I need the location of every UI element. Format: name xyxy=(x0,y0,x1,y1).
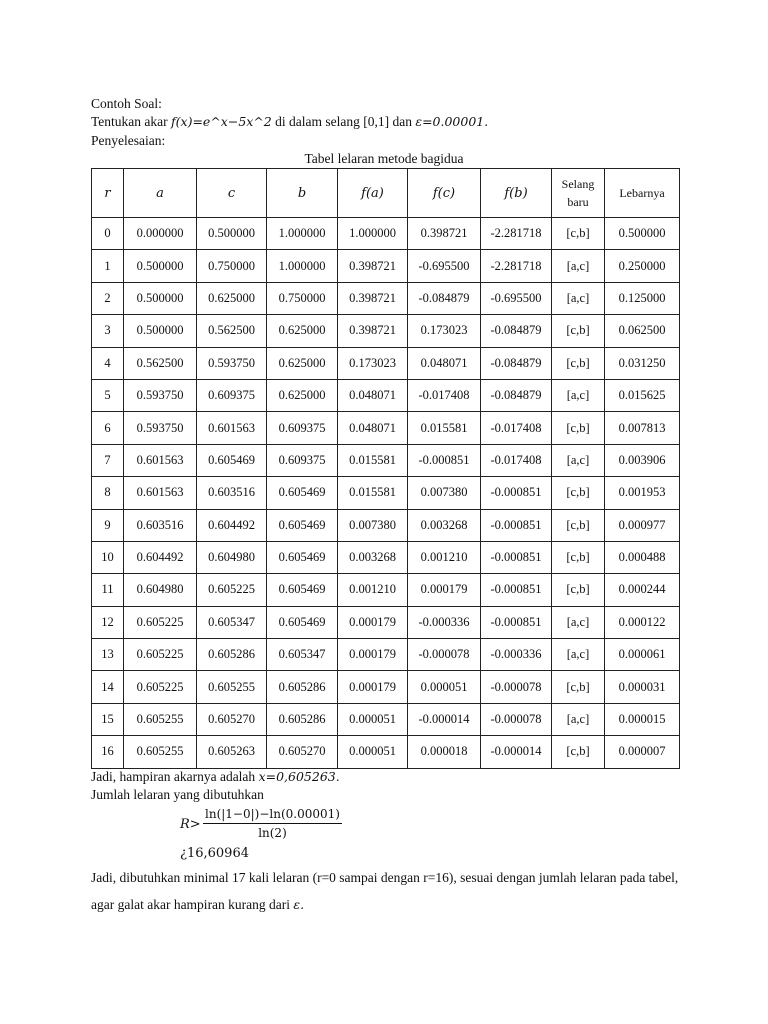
table-row xyxy=(92,703,680,735)
cell-fa: 0.398721 xyxy=(338,250,408,282)
final-text: Jadi, dibutuhkan minimal 17 kali lelaran (r=0 sampai dengan r=16), sesuai dengan jumlah lelaran pada tabel, agar galat akar hampiran kurang dari xyxy=(91,870,679,912)
cell-r: 0 xyxy=(92,218,124,250)
cell-b: 0.605469 xyxy=(267,574,338,606)
cell-fa: 0.000179 xyxy=(338,606,408,638)
cell-a: 0.000000 xyxy=(124,218,197,250)
cell-a: 0.604980 xyxy=(124,574,197,606)
cell-b: 1.000000 xyxy=(267,250,338,282)
cell-fa: 0.003268 xyxy=(338,541,408,573)
cell-fc: -0.000078 xyxy=(408,639,481,671)
cell-fc: 0.000179 xyxy=(408,574,481,606)
cell-width: 0.000007 xyxy=(605,736,680,768)
cell-fc: -0.000851 xyxy=(408,444,481,476)
table-caption: Tabel lelaran metode bagidua xyxy=(304,151,464,166)
cell-r: 3 xyxy=(92,315,124,347)
cell-fc: -0.000014 xyxy=(408,703,481,735)
cell-r: 5 xyxy=(92,379,124,411)
cell-fb: -0.000851 xyxy=(481,477,552,509)
cell-b: 0.605469 xyxy=(267,477,338,509)
cell-new-interval: [c,b] xyxy=(552,347,605,379)
table-row xyxy=(92,541,680,573)
cell-new-interval: [a,c] xyxy=(552,703,605,735)
cell-c: 0.605347 xyxy=(197,606,267,638)
cell-r: 10 xyxy=(92,541,124,573)
cell-c: 0.603516 xyxy=(197,477,267,509)
cell-a: 0.605255 xyxy=(124,736,197,768)
cell-a: 0.593750 xyxy=(124,412,197,444)
cell-width: 0.000015 xyxy=(605,703,680,735)
cell-new-interval: [a,c] xyxy=(552,282,605,314)
formula-numerator: ln(|1−0|)−ln(0.00001) xyxy=(203,806,342,824)
cell-b: 0.625000 xyxy=(267,379,338,411)
cell-new-interval: [a,c] xyxy=(552,250,605,282)
cell-fb: -0.017408 xyxy=(481,444,552,476)
cell-b: 0.605286 xyxy=(267,671,338,703)
cell-r: 2 xyxy=(92,282,124,314)
header-r: r xyxy=(92,169,124,218)
example-label: Contoh Soal: xyxy=(91,96,162,111)
table-row xyxy=(92,574,680,606)
table-row xyxy=(92,315,680,347)
cell-a: 0.605225 xyxy=(124,639,197,671)
cell-width: 0.000977 xyxy=(605,509,680,541)
cell-a: 0.601563 xyxy=(124,444,197,476)
cell-a: 0.593750 xyxy=(124,379,197,411)
bisection-table xyxy=(91,168,680,769)
cell-fb: -0.000851 xyxy=(481,574,552,606)
cell-fc: -0.084879 xyxy=(408,282,481,314)
cell-fa: 0.007380 xyxy=(338,509,408,541)
cell-fb: -0.000851 xyxy=(481,509,552,541)
cell-c: 0.605286 xyxy=(197,639,267,671)
final-paragraph xyxy=(91,864,681,918)
approx-line xyxy=(91,769,340,785)
cell-fc: 0.048071 xyxy=(408,347,481,379)
cell-b: 0.605270 xyxy=(267,736,338,768)
table-header-row xyxy=(92,169,680,218)
solution-label: Penyelesaian: xyxy=(91,133,166,148)
cell-width: 0.031250 xyxy=(605,347,680,379)
table-row xyxy=(92,477,680,509)
table-row xyxy=(92,412,680,444)
cell-width: 0.000122 xyxy=(605,606,680,638)
cell-a: 0.500000 xyxy=(124,315,197,347)
cell-fc: -0.017408 xyxy=(408,379,481,411)
cell-width: 0.007813 xyxy=(605,412,680,444)
cell-width: 0.062500 xyxy=(605,315,680,347)
cell-fa: 0.398721 xyxy=(338,315,408,347)
cell-b: 1.000000 xyxy=(267,218,338,250)
cell-width: 0.000061 xyxy=(605,639,680,671)
cell-r: 14 xyxy=(92,671,124,703)
cell-r: 11 xyxy=(92,574,124,606)
cell-fa: 0.000179 xyxy=(338,639,408,671)
cell-fb: -0.000851 xyxy=(481,541,552,573)
table-row xyxy=(92,282,680,314)
problem-prefix: Tentukan akar xyxy=(91,114,168,129)
cell-fa: 0.000179 xyxy=(338,671,408,703)
cell-c: 0.601563 xyxy=(197,412,267,444)
cell-width: 0.250000 xyxy=(605,250,680,282)
header-c: c xyxy=(197,169,267,218)
iteration-count-label: Jumlah lelaran yang dibutuhkan xyxy=(91,787,264,802)
problem-statement xyxy=(91,114,488,130)
cell-c: 0.605255 xyxy=(197,671,267,703)
cell-c: 0.605263 xyxy=(197,736,267,768)
cell-c: 0.605469 xyxy=(197,444,267,476)
formula-fraction xyxy=(203,806,342,841)
cell-fa: 0.015581 xyxy=(338,477,408,509)
cell-fb: -0.084879 xyxy=(481,315,552,347)
cell-c: 0.609375 xyxy=(197,379,267,411)
epsilon-expression: ε=0.00001. xyxy=(415,114,489,129)
cell-fa: 0.000051 xyxy=(338,703,408,735)
problem-middle: di dalam selang [0,1] dan xyxy=(275,114,412,129)
cell-b: 0.625000 xyxy=(267,315,338,347)
cell-r: 12 xyxy=(92,606,124,638)
cell-b: 0.609375 xyxy=(267,444,338,476)
cell-new-interval: [a,c] xyxy=(552,444,605,476)
table-row xyxy=(92,606,680,638)
table-row xyxy=(92,250,680,282)
cell-a: 0.500000 xyxy=(124,250,197,282)
cell-new-interval: [c,b] xyxy=(552,574,605,606)
cell-width: 0.000244 xyxy=(605,574,680,606)
header-fc: f(c) xyxy=(408,169,481,218)
table-row xyxy=(92,347,680,379)
formula-lhs: R> xyxy=(180,817,201,832)
cell-new-interval: [c,b] xyxy=(552,315,605,347)
cell-fa: 0.000051 xyxy=(338,736,408,768)
cell-a: 0.605225 xyxy=(124,671,197,703)
cell-fa: 0.173023 xyxy=(338,347,408,379)
function-expression: f(x)=e^x−5x^2 xyxy=(171,114,272,129)
cell-new-interval: [c,b] xyxy=(552,541,605,573)
cell-fc: -0.000336 xyxy=(408,606,481,638)
cell-fb: -2.281718 xyxy=(481,250,552,282)
table-row xyxy=(92,639,680,671)
cell-new-interval: [c,b] xyxy=(552,412,605,444)
cell-r: 9 xyxy=(92,509,124,541)
table-body xyxy=(92,218,680,769)
cell-width: 0.015625 xyxy=(605,379,680,411)
header-new-interval: Selang baru xyxy=(552,169,605,218)
cell-fc: 0.001210 xyxy=(408,541,481,573)
cell-a: 0.500000 xyxy=(124,282,197,314)
cell-b: 0.605286 xyxy=(267,703,338,735)
table-row xyxy=(92,444,680,476)
table-row xyxy=(92,736,680,768)
cell-new-interval: [c,b] xyxy=(552,477,605,509)
table-row xyxy=(92,509,680,541)
cell-a: 0.605255 xyxy=(124,703,197,735)
header-a: a xyxy=(124,169,197,218)
cell-new-interval: [a,c] xyxy=(552,379,605,411)
cell-c: 0.605225 xyxy=(197,574,267,606)
cell-fc: 0.000051 xyxy=(408,671,481,703)
formula-result: ¿16,60964 xyxy=(180,846,249,861)
cell-fc: 0.007380 xyxy=(408,477,481,509)
cell-a: 0.562500 xyxy=(124,347,197,379)
cell-width: 0.125000 xyxy=(605,282,680,314)
header-b: b xyxy=(267,169,338,218)
cell-r: 13 xyxy=(92,639,124,671)
cell-fb: -0.000851 xyxy=(481,606,552,638)
cell-fb: -0.000078 xyxy=(481,671,552,703)
approx-value: x=0,605263. xyxy=(258,769,340,784)
cell-r: 7 xyxy=(92,444,124,476)
cell-fc: 0.000018 xyxy=(408,736,481,768)
cell-fb: -0.695500 xyxy=(481,282,552,314)
approx-prefix: Jadi, hampiran akarnya adalah xyxy=(91,769,256,784)
cell-new-interval: [a,c] xyxy=(552,639,605,671)
cell-fb: -0.084879 xyxy=(481,379,552,411)
cell-fb: -0.017408 xyxy=(481,412,552,444)
cell-new-interval: [c,b] xyxy=(552,671,605,703)
cell-a: 0.603516 xyxy=(124,509,197,541)
table-row xyxy=(92,379,680,411)
cell-c: 0.605270 xyxy=(197,703,267,735)
cell-width: 0.500000 xyxy=(605,218,680,250)
cell-c: 0.604980 xyxy=(197,541,267,573)
cell-fa: 0.015581 xyxy=(338,444,408,476)
table-row xyxy=(92,218,680,250)
cell-new-interval: [c,b] xyxy=(552,218,605,250)
cell-fc: 0.003268 xyxy=(408,509,481,541)
cell-width: 0.001953 xyxy=(605,477,680,509)
cell-fc: 0.173023 xyxy=(408,315,481,347)
cell-fb: -0.000336 xyxy=(481,639,552,671)
cell-r: 6 xyxy=(92,412,124,444)
cell-fa: 0.398721 xyxy=(338,282,408,314)
cell-c: 0.625000 xyxy=(197,282,267,314)
cell-fc: 0.015581 xyxy=(408,412,481,444)
cell-r: 8 xyxy=(92,477,124,509)
cell-width: 0.003906 xyxy=(605,444,680,476)
cell-b: 0.625000 xyxy=(267,347,338,379)
cell-b: 0.605469 xyxy=(267,509,338,541)
cell-a: 0.605225 xyxy=(124,606,197,638)
cell-fc: 0.398721 xyxy=(408,218,481,250)
cell-c: 0.593750 xyxy=(197,347,267,379)
cell-fa: 1.000000 xyxy=(338,218,408,250)
cell-fb: -0.000014 xyxy=(481,736,552,768)
cell-b: 0.605347 xyxy=(267,639,338,671)
cell-fb: -2.281718 xyxy=(481,218,552,250)
cell-b: 0.609375 xyxy=(267,412,338,444)
cell-c: 0.604492 xyxy=(197,509,267,541)
cell-new-interval: [c,b] xyxy=(552,736,605,768)
cell-fa: 0.048071 xyxy=(338,379,408,411)
cell-r: 4 xyxy=(92,347,124,379)
cell-b: 0.605469 xyxy=(267,606,338,638)
cell-a: 0.601563 xyxy=(124,477,197,509)
cell-fb: -0.000078 xyxy=(481,703,552,735)
cell-a: 0.604492 xyxy=(124,541,197,573)
header-fb: f(b) xyxy=(481,169,552,218)
cell-width: 0.000488 xyxy=(605,541,680,573)
cell-c: 0.750000 xyxy=(197,250,267,282)
formula-denominator: ln(2) xyxy=(258,826,287,840)
cell-fa: 0.048071 xyxy=(338,412,408,444)
header-fa: f(a) xyxy=(338,169,408,218)
cell-new-interval: [a,c] xyxy=(552,606,605,638)
table-row xyxy=(92,671,680,703)
cell-width: 0.000031 xyxy=(605,671,680,703)
cell-fc: -0.695500 xyxy=(408,250,481,282)
cell-r: 1 xyxy=(92,250,124,282)
cell-r: 15 xyxy=(92,703,124,735)
cell-fa: 0.001210 xyxy=(338,574,408,606)
header-width: Lebarnya xyxy=(605,169,680,218)
cell-r: 16 xyxy=(92,736,124,768)
cell-b: 0.605469 xyxy=(267,541,338,573)
cell-new-interval: [c,b] xyxy=(552,509,605,541)
cell-fb: -0.084879 xyxy=(481,347,552,379)
final-epsilon: ε. xyxy=(293,897,305,912)
cell-b: 0.750000 xyxy=(267,282,338,314)
cell-c: 0.500000 xyxy=(197,218,267,250)
cell-c: 0.562500 xyxy=(197,315,267,347)
